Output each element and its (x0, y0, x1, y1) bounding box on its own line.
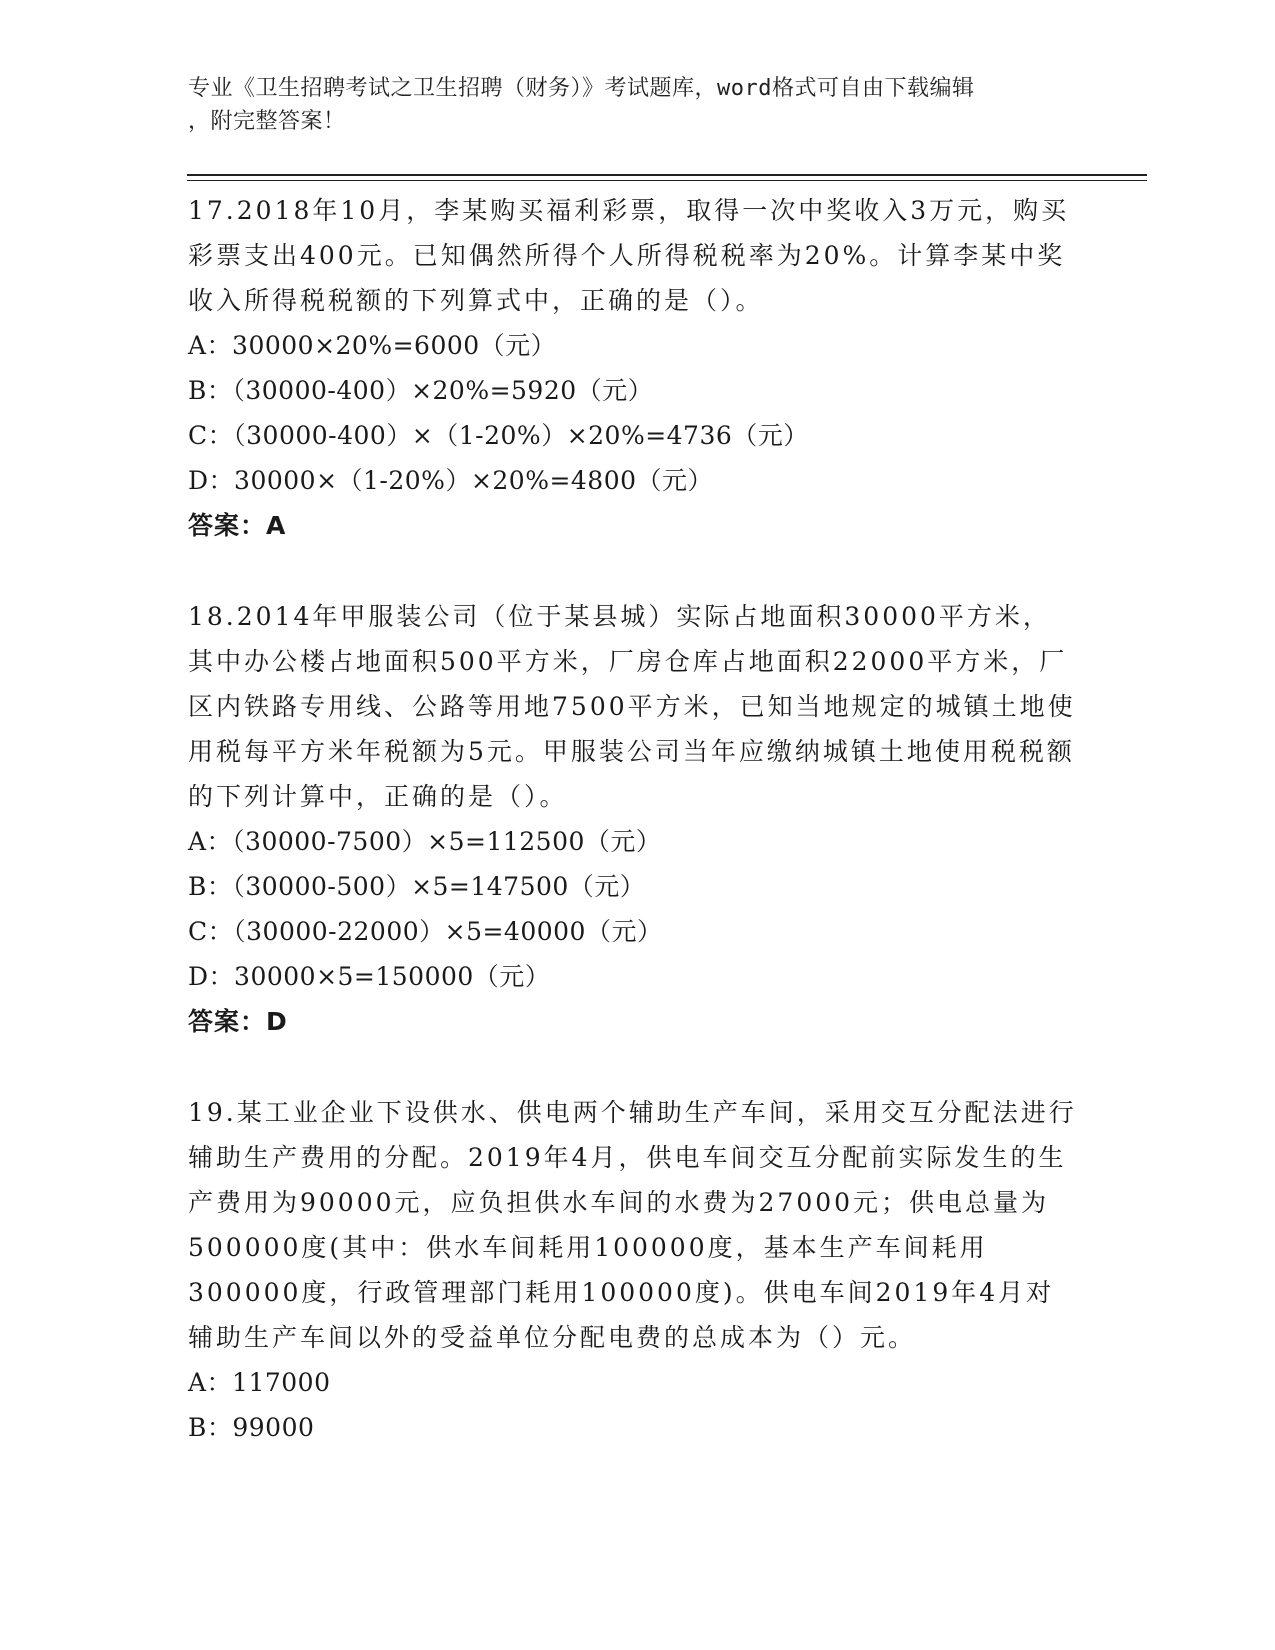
header-line-1: 专业《卫生招聘考试之卫生招聘（财务）》考试题库，word格式可自由下载编辑 (188, 76, 975, 101)
header-divider-thick (187, 174, 1147, 176)
question-text: 19.某工业企业下设供水、供电两个辅助生产车间，采用交互分配法进行辅助生产费用的分配。2019年4月，供电车间交互分配前实际发生的生产费用为90000元，应负担供水车间的水费为27000元；供电总量为500000度(其中：供水车间耗用100000度，基本生产车间耗用300000度，行政管理部门耗用100000度)。供电车间2019年4月对辅助生产车间以外的受益单位分配电费的总成本为（）元。 (188, 1098, 1077, 1352)
option-d: D：30000×（1-20%）×20%=4800（元） (188, 466, 714, 495)
option-c: C：（30000-22000）×5=40000（元） (188, 917, 663, 946)
document-header (188, 72, 1068, 138)
option-b: B：（30000-400）×20%=5920（元） (188, 376, 654, 405)
question-spacer (188, 548, 1078, 594)
answer-label: 答案：A (188, 511, 287, 540)
question-18 (188, 594, 1078, 1044)
option-d: D：30000×5=150000（元） (188, 962, 551, 991)
option-a: A：30000×20%=6000（元） (188, 331, 557, 360)
header-divider-thin (187, 180, 1147, 181)
option-a: A：（30000-7500）×5=112500（元） (188, 827, 662, 856)
header-line-2: ，附完整答案！ (188, 109, 346, 134)
question-spacer (188, 1044, 1078, 1090)
option-b: B：（30000-500）×5=147500（元） (188, 872, 646, 901)
question-list (188, 188, 1078, 1450)
option-b: B：99000 (188, 1413, 315, 1442)
question-text: 17.2018年10月，李某购买福利彩票，取得一次中奖收入3万元，购买彩票支出400元。已知偶然所得个人所得税税率为20%。计算李某中奖收入所得税税额的下列算式中，正确的是（）。 (188, 196, 1070, 315)
question-text: 18.2014年甲服装公司（位于某县城）实际占地面积30000平方米，其中办公楼占地面积500平方米，厂房仓库占地面积22000平方米，厂区内铁路专用线、公路等用地7500平方米，已知当地规定的城镇土地使用税每平方米年税额为5元。甲服装公司当年应缴纳城镇土地使用税税额的下列计算中，正确的是（）。 (188, 602, 1076, 811)
question-17 (188, 188, 1078, 548)
option-a: A：117000 (188, 1368, 331, 1397)
answer-label: 答案：D (188, 1007, 288, 1036)
option-c: C：（30000-400）×（1-20%）×20%=4736（元） (188, 421, 809, 450)
question-19 (188, 1090, 1078, 1450)
